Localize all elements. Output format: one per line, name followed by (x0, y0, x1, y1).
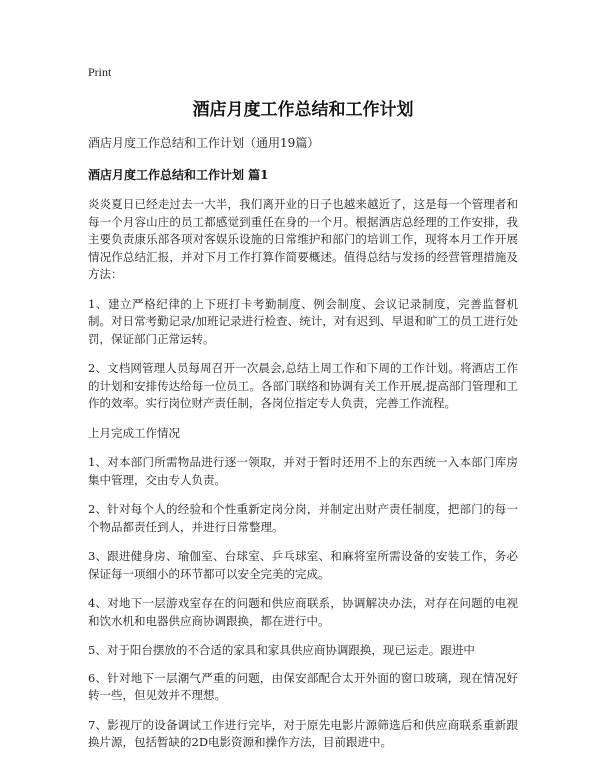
completed-item-5: 5、对于阳台摆放的不合适的家具和家具供应商协调跟换，现已运走。跟进中 (88, 643, 475, 657)
intro-paragraph: 炎炎夏日已经走过去一大半，我们离开业的日子也越来越近了，这是每一个管理者和每一个月容山庄的员工都感觉到重任在身的一个月。根据酒店总经理的工作安排，我主要负责康乐部各项对客娱乐设施的日常维护和部门的培训工作，现将本月工作开展情况作总结汇报，并对下月工作打算作简要概述。值得总结与发扬的经营管理措施及方法： (88, 197, 518, 281)
section-heading: 酒店月度工作总结和工作计划 篇1 (88, 168, 269, 182)
completed-heading: 上月完成工作情况 (88, 425, 180, 440)
completed-item-1: 1、对本部门所需物品进行逐一领取，并对于暂时还用不上的东西统一入本部门库房集中管理，交由专人负责。 (88, 455, 518, 487)
completed-item-3: 3、跟进健身房、瑜伽室、台球室、乒乓球室、和麻将室所需设备的安装工作，务必保证每一项细小的环节都可以安全完美的完成。 (88, 549, 518, 581)
document-subtitle: 酒店月度工作总结和工作计划（通用19篇） (88, 136, 320, 150)
measure-paragraph-1: 1、建立严格纪律的上下班打卡考勤制度、例会制度、会议记录制度，完善监督机制。对日常考勤记录/加班记录进行检查、统计，对有迟到、早退和旷工的员工进行处罚，保证部门正常运转。 (88, 296, 518, 346)
completed-item-6: 6、针对地下一层潮气严重的问题，由保安部配合太开外面的窗口玻璃，现在情况好转一些，但见效并不理想。 (88, 670, 518, 702)
completed-item-7: 7、影视厅的设备调试工作进行完毕，对于原先电影片源筛选后和供应商联系重新跟换片源，包括暂缺的2D电影资源和操作方法，目前跟进中。 (88, 717, 518, 749)
document-title: 酒店月度工作总结和工作计划 (192, 100, 414, 120)
document-page (88, 64, 518, 764)
completed-item-2: 2、针对每个人的经验和个性重新定岗分岗，并制定出财产责任制度，把部门的每一个物品都责任到人，并进行日常整理。 (88, 502, 518, 534)
completed-item-4: 4、对地下一层游戏室存在的问题和供应商联系，协调解决办法，对存在问题的电视和饮水机和电器供应商协调跟换，都在进行中。 (88, 596, 518, 628)
measure-paragraph-2: 2、文档网管理人员每周召开一次晨会,总结上周工作和下周的工作计划。将酒店工作的计划和安排传达给每一位员工。各部门联络和协调有关工作开展,提高部门管理和工作的效率。实行岗位财产责任制，各岗位指定专人负责，完善工作流程。 (88, 361, 518, 410)
print-link[interactable]: Print (88, 65, 112, 79)
